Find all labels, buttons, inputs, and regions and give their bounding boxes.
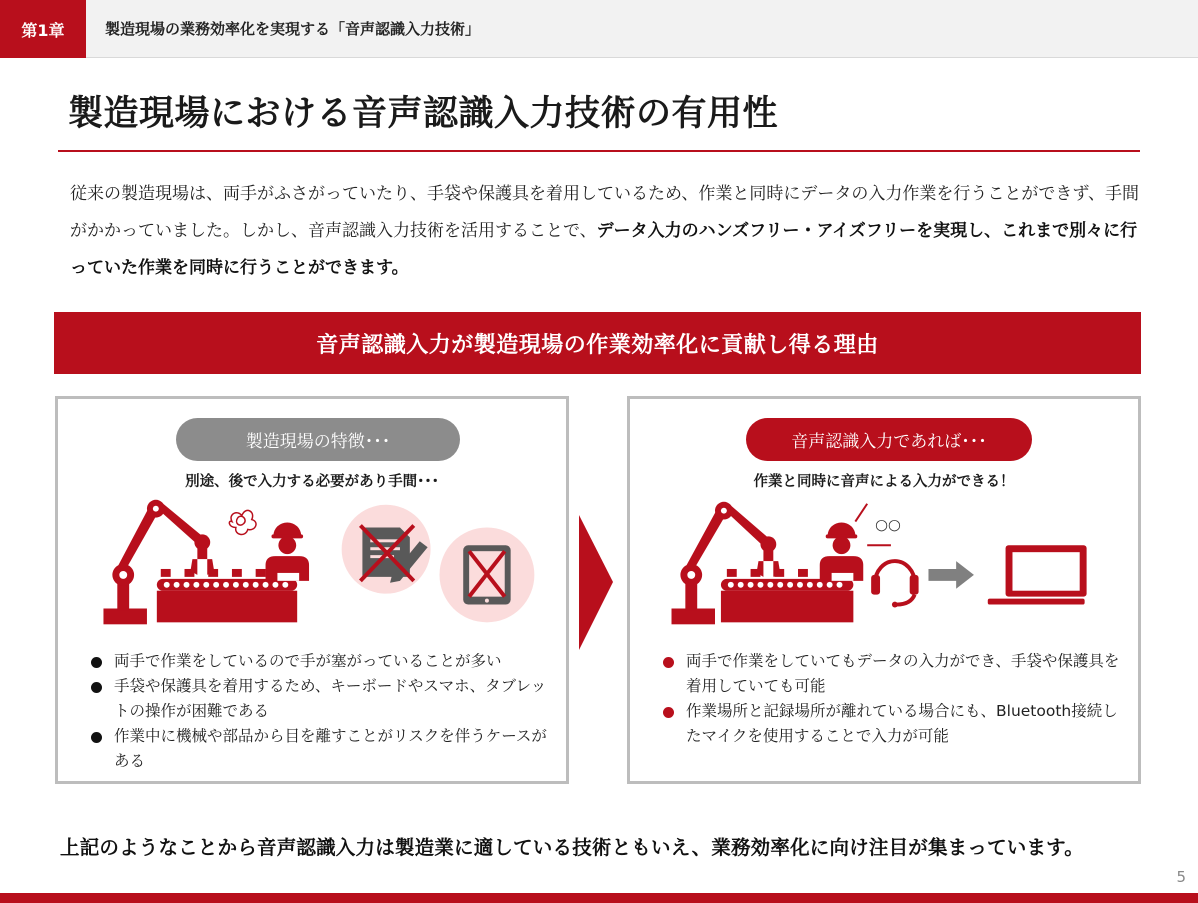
- list-item: 作業中に機械や部品から目を離すことがリスクを伴うケースがある: [88, 724, 558, 774]
- list-item: 両手で作業をしていてもデータの入力ができ、手袋や保護具を着用していても可能: [660, 649, 1130, 699]
- header-bar: [0, 0, 1198, 58]
- chapter-tag: 第1章: [0, 0, 86, 58]
- section-banner: 音声認識入力が製造現場の作業効率化に貢献し得る理由: [54, 312, 1141, 374]
- title-divider: [58, 150, 1140, 152]
- conclusion-text: 上記のようなことから音声認識入力は製造業に適している技術ともいえ、業務効率化に向け注目が集まっています。: [60, 836, 1085, 859]
- laptop-icon: [988, 545, 1087, 604]
- worker-icon: [820, 523, 863, 581]
- headset-icon: [871, 561, 918, 607]
- voice-input-panel: [627, 396, 1141, 784]
- header-title: 製造現場の業務効率化を実現する「音声認識入力技術」: [105, 20, 481, 38]
- page-title: 製造現場における音声認識入力技術の有用性: [68, 94, 779, 134]
- voice-input-benefits-list: [660, 649, 1130, 749]
- features-list: [88, 649, 558, 774]
- voice-input-illustration: [630, 499, 1138, 634]
- worker-icon: [266, 523, 309, 581]
- stress-scribble-icon: [229, 510, 256, 534]
- speech-line: [855, 504, 867, 522]
- voice-input-caption: 作業と同時に音声による入力ができる！: [753, 474, 1015, 490]
- arrow-right-icon: [928, 561, 973, 589]
- intro-paragraph: [70, 176, 1140, 287]
- features-pill: 製造現場の特徴･･･: [176, 418, 460, 461]
- manual-work-illustration: [58, 499, 566, 634]
- list-item: 両手で作業をしているので手が塞がっていることが多い: [88, 649, 558, 674]
- intro-emphasis: データ入力のハンズフリー・アイズフリーを実現し、これまで別々に行っていた作業を同時に行うことができます。: [70, 221, 1138, 278]
- voice-input-pill: 音声認識入力であれば･･･: [746, 418, 1032, 461]
- features-caption: 別途、後で入力する必要があり手間･･･: [185, 474, 439, 490]
- manufacturing-features-panel: [55, 396, 569, 784]
- tablet-icon: [463, 545, 510, 604]
- footer-rule: [0, 893, 1198, 903]
- list-item: 手袋や保護具を着用するため、キーボードやスマホ、タブレットの操作が困難である: [88, 674, 558, 724]
- speech-text: ○○: [875, 516, 901, 534]
- intro-text: 従来の製造現場は、両手がふさがっていたり、手袋や保護具を着用しているため、作業と同時にデータの入力作業を行うことができず、手間がかかっていました。しかし、音声認識入力技術を活用することで、: [70, 184, 1139, 241]
- page-number: 5: [1176, 868, 1186, 886]
- list-item: 作業場所と記録場所が離れている場合にも、Bluetooth接続したマイクを使用することで入力が可能: [660, 699, 1130, 749]
- chevron-right-icon: [579, 515, 613, 650]
